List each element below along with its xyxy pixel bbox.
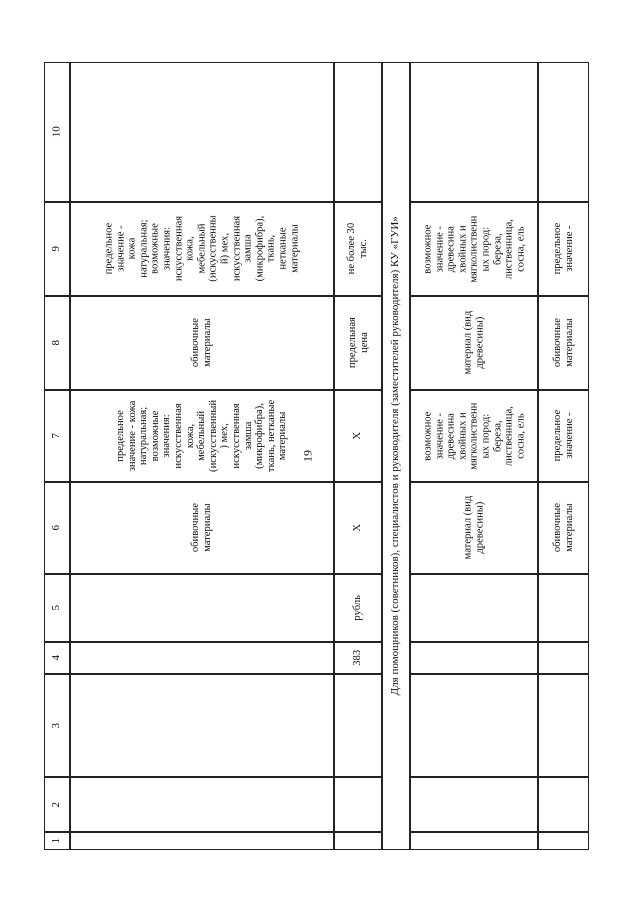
header-label-1: 1 [50,838,63,844]
row1-col5 [70,574,334,642]
row1-col2 [70,777,334,832]
rotated-specification-table [44,62,589,850]
row2-col5 [334,574,382,642]
row4-col5 [538,574,589,642]
row2-col4 [334,642,382,674]
header-cell-4 [44,642,70,674]
row3-col8 [410,296,538,390]
row2-value: X [352,432,364,440]
row2-col2 [334,777,382,832]
row1-col4 [70,642,334,674]
row1-col8 [70,296,334,390]
row2-price-label: предельная цена [346,317,370,369]
row2-col1 [334,832,382,850]
row1-value: предельное значение - кожа натуральная; возможные значения: искусственная кожа, мебельный (искусственный ) мех, искусственная замша (микрофибра), ткань, нетканые материалы [115,399,289,473]
row3-col6 [410,482,538,574]
row1-col7 [70,390,334,482]
row1-characteristic-approved: обивочные материалы [190,318,213,368]
row1-value-approved: предельное значение - кожа натуральная; возможные значения: искусственная кожа, мебельный (искусственны й) мех, искусственная замша (микрофибра), ткань, нетканые материалы [103,215,300,283]
row4-col4 [538,642,589,674]
row4-col3 [538,674,589,777]
section-header [382,62,410,850]
row1-col3 [70,674,334,777]
header-label-2: 2 [50,801,63,808]
row2-col7 [334,390,382,482]
row1-col10 [70,62,334,202]
row2-col8 [334,296,382,390]
header-cell-1 [44,832,70,850]
page-number: 19 [300,450,315,462]
row4-characteristic-approved: обивочные материалы [551,318,575,368]
header-label-10: 10 [50,126,63,138]
header-cell-2 [44,777,70,832]
row3-value: возможное значение - древесина хвойных и мягколиственн ых пород: береза, лиственница, сосна, ель [421,402,526,470]
header-cell-5 [44,574,70,642]
header-label-8: 8 [50,340,63,346]
row3-value-approved: возможное значение - древесина хвойных и мягколиственн ых пород: береза, лиственница, сосна, ель [421,215,526,283]
row3-col9 [410,202,538,296]
header-label-4: 4 [50,655,63,661]
row3-col1 [410,832,538,850]
header-cell-9 [44,202,70,296]
header-label-7: 7 [50,433,63,439]
row3-col7 [410,390,538,482]
row3-characteristic: материал (вид древесины) [462,496,485,560]
section-title: Для помощников (советников), специалистов и руководителя (заместителей руководителя) КУ «ГУИ» [389,216,402,696]
row1-col6 [70,482,334,574]
header-cell-3 [44,674,70,777]
row2-characteristic: X [352,524,364,532]
row4-col8 [538,296,589,390]
row3-col10 [410,62,538,202]
header-label-5: 5 [50,605,63,611]
row4-value: предельное значение - [551,410,575,462]
row2-col9 [334,202,382,296]
row2-col6 [334,482,382,574]
row4-col9 [538,202,589,296]
header-label-3: 3 [50,722,63,729]
header-label-6: 6 [50,525,63,531]
header-label-9: 9 [50,246,63,252]
row2-col3 [334,674,382,777]
row1-col1 [70,832,334,850]
row4-col7 [538,390,589,482]
row3-col4 [410,642,538,674]
row2-unit: рубль [352,595,364,621]
row3-characteristic-approved: материал (вид древесины) [462,311,485,375]
header-cell-10 [44,62,70,202]
row2-price-limit: не более 30 тыс. [346,223,369,275]
header-cell-7 [44,390,70,482]
row3-col5 [410,574,538,642]
row4-characteristic: обивочные материалы [551,503,575,553]
row2-col10 [334,62,382,202]
row2-code: 383 [352,650,364,666]
row3-col3 [410,674,538,777]
row4-col10 [538,62,589,202]
row4-col1 [538,832,589,850]
row4-value-approved: предельное значение - [551,223,575,275]
row3-col2 [410,777,538,832]
header-cell-8 [44,296,70,390]
row1-characteristic: обивочные материалы [190,503,213,553]
header-cell-6 [44,482,70,574]
row4-col2 [538,777,589,832]
row1-col9 [70,202,334,296]
row4-col6 [538,482,589,574]
